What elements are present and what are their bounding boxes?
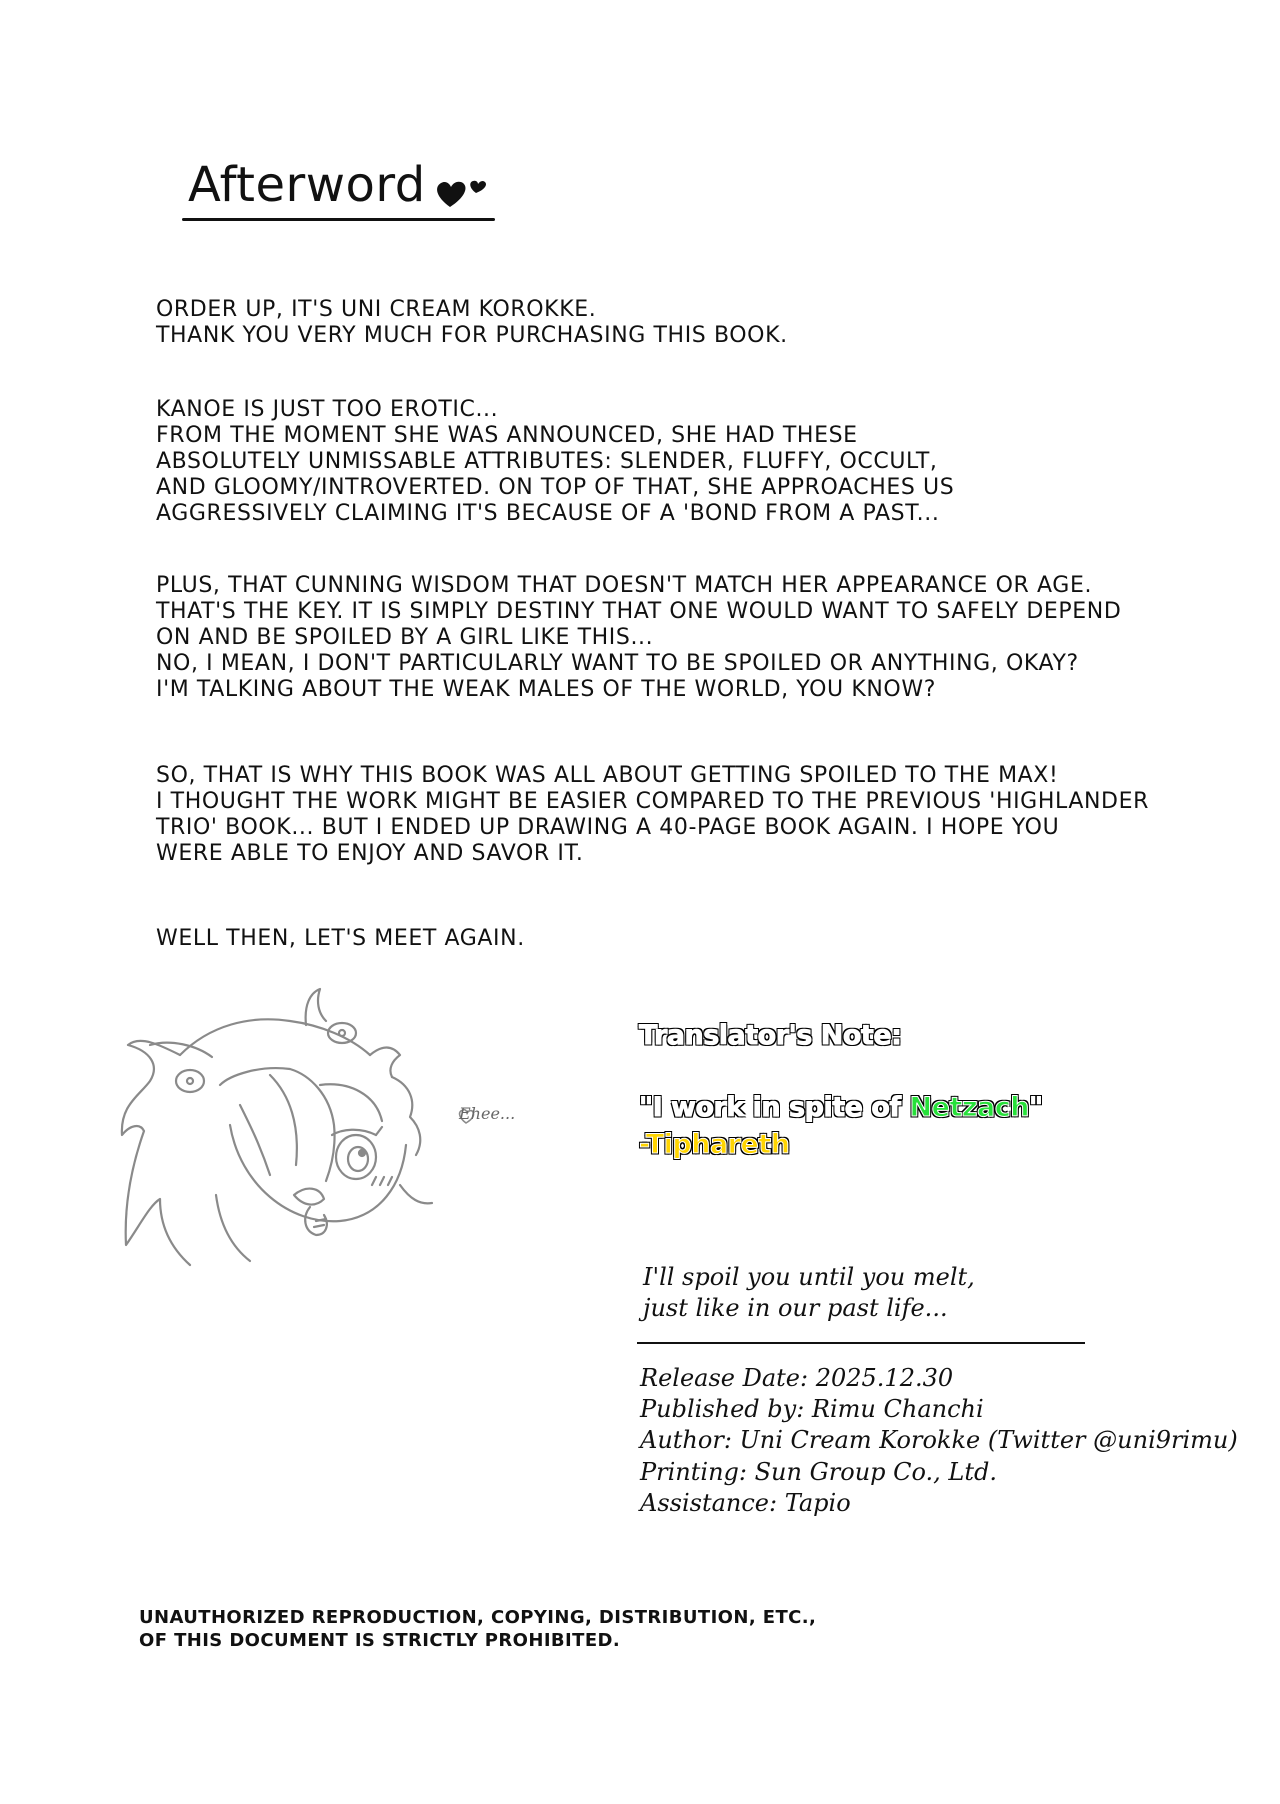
paragraph-kanoe: KANOE IS JUST TOO EROTIC... FROM THE MOMENT SHE WAS ANNOUNCED, SHE HAD THESE ABSOLUTELY UNMISSABLE ATTRIBUTES: SLENDER, FLUFFY, OCCULT, AND GLOOMY/INTROVERTED. ON TOP OF THAT, SHE APPROACHES US AGGRESSIVELY CLAIMING IT'S BECAUSE OF A 'BOND FROM A PAST...: [156, 397, 955, 526]
quote-highlight: Netzach: [909, 1092, 1030, 1123]
tagline-line2: just like in our past life...: [643, 1294, 948, 1322]
translator-note-heading: Translator's Note:: [639, 1020, 902, 1051]
paragraph-wisdom: PLUS, THAT CUNNING WISDOM THAT DOESN'T MATCH HER APPEARANCE OR AGE. THAT'S THE KEY. IT IS SIMPLY DESTINY THAT ONE WOULD WANT TO SAFELY DEPEND ON AND BE SPOILED BY A GIRL LIKE THIS... NO, I MEAN, I DON'T PARTICULARLY WANT TO BE SPOILED OR ANYTHING, OKAY? I'M TALKING ABOUT THE WEAK MALES OF THE WORLD, YOU KNOW?: [156, 573, 1122, 702]
afterword-header: [182, 155, 497, 225]
illustration-caption: Ehee...: [459, 1104, 516, 1123]
published-by: Published by: Rimu Chanchi: [640, 1395, 984, 1423]
translator-note-attribution: -Tiphareth: [639, 1129, 790, 1160]
copyright-notice: UNAUTHORIZED REPRODUCTION, COPYING, DISTRIBUTION, ETC., OF THIS DOCUMENT IS STRICTLY PROHIBITED.: [139, 1607, 817, 1651]
paragraph-greeting: ORDER UP, IT'S UNI CREAM KOROKKE. THANK YOU VERY MUCH FOR PURCHASING THIS BOOK.: [156, 297, 788, 348]
translator-note-quote: [639, 1091, 1043, 1125]
hearts-icon: [432, 173, 502, 213]
author-credit: Author: Uni Cream Korokke (Twitter @uni9rimu): [640, 1426, 1238, 1454]
tagline-line1: I'll spoil you until you melt,: [643, 1263, 975, 1291]
paragraph-book: SO, THAT IS WHY THIS BOOK WAS ALL ABOUT GETTING SPOILED TO THE MAX! I THOUGHT THE WORK MIGHT BE EASIER COMPARED TO THE PREVIOUS 'HIGHLANDER TRIO' BOOK... BUT I ENDED UP DRAWING A 40-PAGE BOOK AGAIN. I HOPE YOU WERE ABLE TO ENJOY AND SAVOR IT.: [156, 763, 1149, 866]
page-title: Afterword: [188, 157, 426, 213]
assistance-credit: Assistance: Tapio: [640, 1489, 851, 1517]
release-date: Release Date: 2025.12.30: [640, 1364, 954, 1392]
quote-suffix: ": [1029, 1092, 1043, 1123]
chibi-character-sketch-icon: [120, 985, 540, 1285]
paragraph-farewell: WELL THEN, LET'S MEET AGAIN.: [156, 926, 525, 951]
colophon-divider: [637, 1342, 1085, 1344]
printing-credit: Printing: Sun Group Co., Ltd.: [640, 1458, 997, 1486]
title-underline: [182, 218, 495, 221]
quote-prefix: "I work in spite of: [639, 1092, 910, 1123]
